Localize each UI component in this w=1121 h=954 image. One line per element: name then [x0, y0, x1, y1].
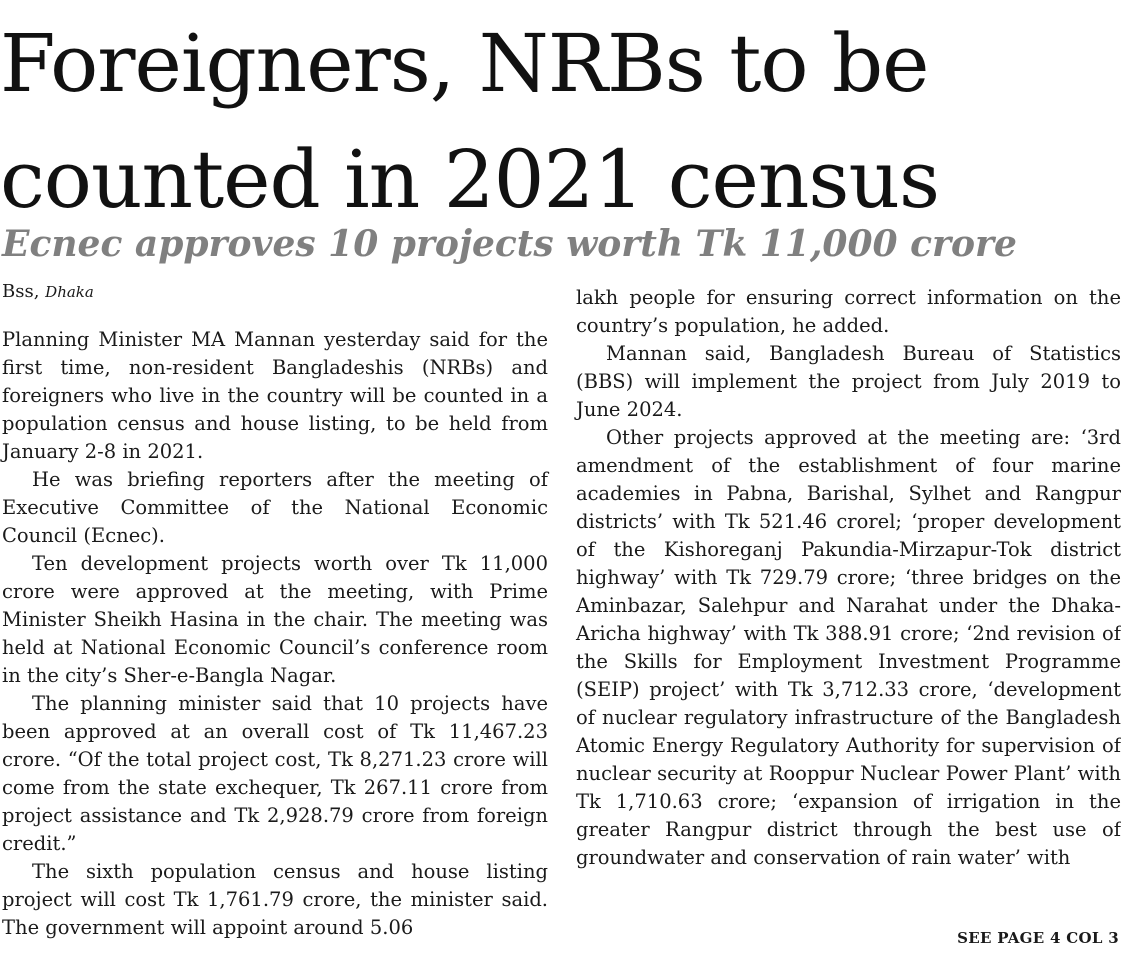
- paragraph: Other projects approved at the meeting are: ‘3rd amendment of the establishment of four marine academies in Pabna, Barishal, Sylhet and Rangpur districts’ with Tk 521.46 crorel; ‘proper development of the Kishoreganj Pakundia-Mirzapur-Tok district highway’ with Tk 729.79 crore; ‘three bridges on the Aminbazar, Salehpur and Narahat under the Dhaka-Aricha highway’ with Tk 388.91 crore; ‘2nd revision of the Skills for Employment Investment Programme (SEIP) project’ with Tk 3,712.33 crore, ‘development of nuclear regulatory infrastructure of the Bangladesh Atomic Energy Regulatory Authority for supervision of nuclear security at Rooppur Nuclear Power Plant’ with Tk 1,710.63 crore; ‘expansion of irrigation in the greater Rangpur district through the best use of groundwater and conservation of rain water’ with: [576, 426, 1121, 869]
- byline: [2, 280, 94, 304]
- headline: [0, 6, 1121, 238]
- paragraph: Mannan said, Bangladesh Bureau of Statistics (BBS) will implement the project from July 2019 to June 2024.: [576, 342, 1121, 421]
- deck-subheadline: Ecnec approves 10 projects worth Tk 11,000 crore: [2, 223, 1017, 265]
- paragraph: Ten development projects worth over Tk 11,000 crore were approved at the meeting, with Prime Minister Sheikh Hasina in the chair. The meeting was held at National Economic Council’s conference room in the city’s Sher-e-Bangla Nagar.: [2, 552, 548, 687]
- paragraph: lakh people for ensuring correct information on the country’s population, he added.: [576, 286, 1121, 337]
- paragraph: Planning Minister MA Mannan yesterday said for the first time, non-resident Bangladeshis (NRBs) and foreigners who live in the country will be counted in a population census and house listing, to be held from January 2-8 in 2021.: [2, 328, 548, 463]
- paragraph: He was briefing reporters after the meeting of Executive Committee of the National Economic Council (Ecnec).: [2, 468, 548, 547]
- byline-place: Dhaka: [45, 283, 94, 301]
- headline-line-2: counted in 2021 census: [0, 133, 940, 226]
- headline-line-1: Foreigners, NRBs to be: [0, 17, 929, 110]
- byline-agency: Bss,: [2, 281, 40, 302]
- article-column-1: [2, 326, 548, 942]
- paragraph: The sixth population census and house listing project will cost Tk 1,761.79 crore, the minister said. The government will appoint around 5.06: [2, 860, 548, 939]
- paragraph: The planning minister said that 10 projects have been approved at an overall cost of Tk 11,467.23 crore. “Of the total project cost, Tk 8,271.23 crore will come from the state exchequer, Tk 267.11 crore from project assistance and Tk 2,928.79 crore from foreign credit.”: [2, 692, 548, 855]
- article-column-2: [576, 284, 1121, 872]
- continuation-note: SEE PAGE 4 COL 3: [957, 929, 1119, 947]
